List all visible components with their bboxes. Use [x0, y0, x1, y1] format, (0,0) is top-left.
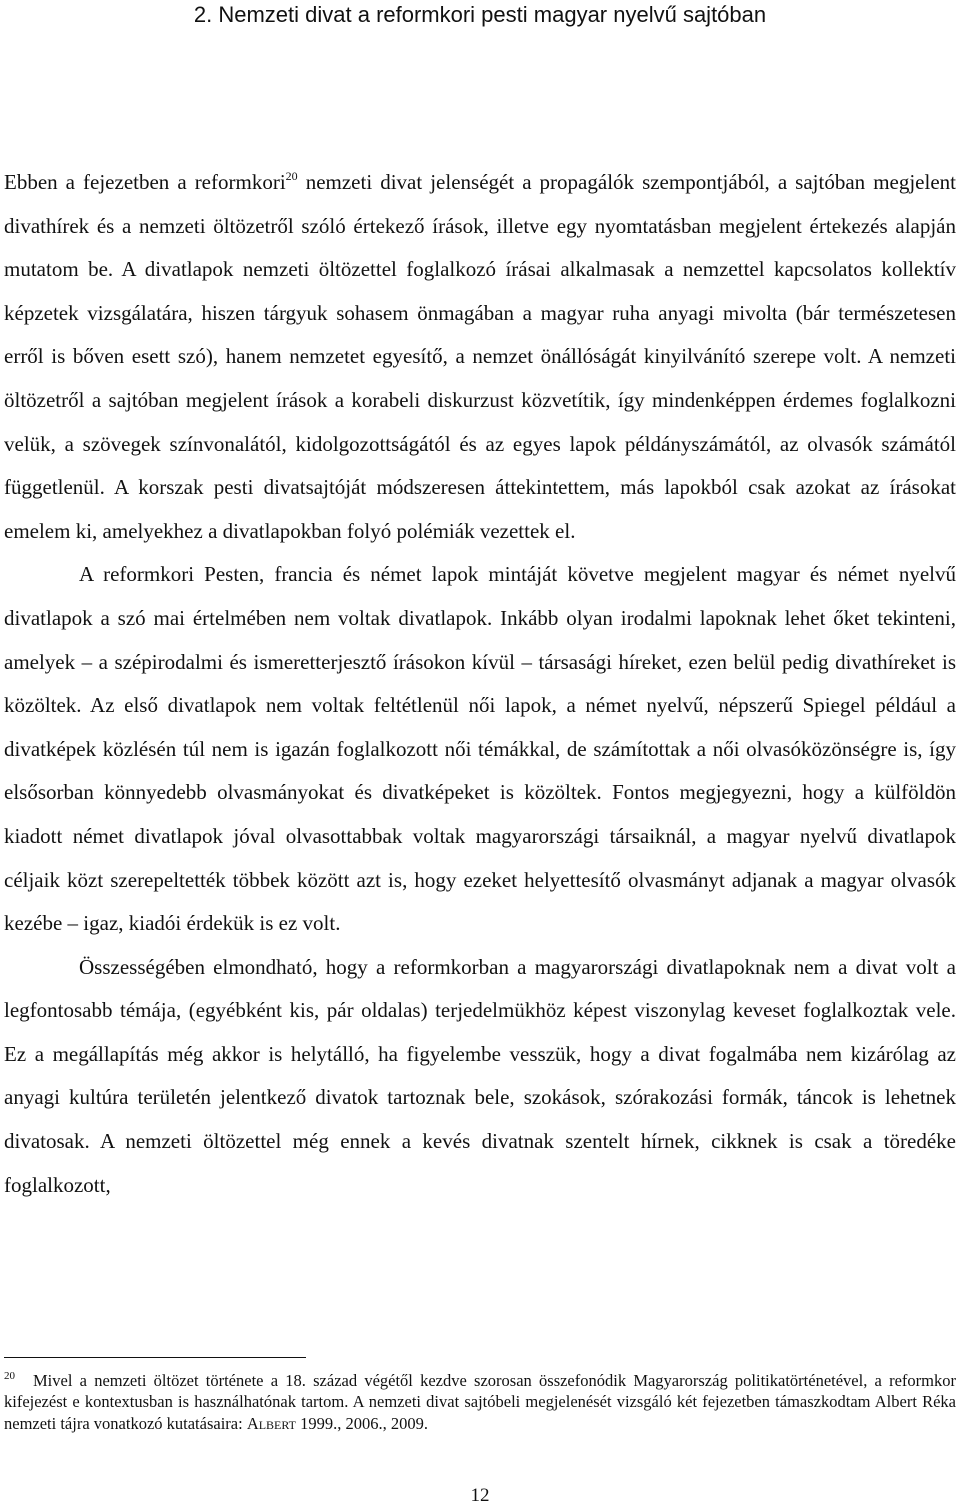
footnote-reference[interactable]: 20	[285, 169, 298, 183]
page-number: 12	[470, 1485, 490, 1506]
footnote-mark: 20	[4, 1370, 15, 1382]
paragraph-1	[4, 161, 956, 553]
footnote	[4, 1370, 956, 1434]
footnote-text: Mivel a nemzeti öltözet története a 18. század végétől kezdve szorosan összefonódik Magyarország politikatörténetével, a reformkor kifejezést e kontextusban is használhatónak tartom. A nemzeti divat sajtóbeli megjelenését vizsgáló két fejezetben támaszkodtam Albert Réka nemzeti tájra vonatkozó kutatásaira:	[4, 1371, 956, 1433]
paragraph-1-rest: nemzeti divat jelenségét a propagálók szempontjából, a sajtóban megjelent divathírek és a nemzeti öltözetről szóló értekező írások, illetve egy nyomtatásban megjelent értekezés alapján mutatom be. A divatlapok nemzeti öltözettel foglalkozó írásai alkalmasak a nemzettel kapcsolatos kollektív képzetek vizsgálatára, hiszen tárgyuk sohasem önmagában a magyar ruha anyagi mivolta (bár természetesen erről is bőven esett szó), hanem nemzetet egyesítő, a nemzet önállóságát kinyilvánító szerepe volt. A nemzeti öltözetről a sajtóban megjelent írások a korabeli diskurzust közvetítik, így mindenképpen érdemes foglalkozni velük, a szövegek színvonalától, kidolgozottságától és az egyes lapok példányszámától, az olvasók számától függetlenül. A korszak pesti divatsajtóját módszeresen áttekintettem, más lapokból csak azokat az írásokat emelem ki, amelyekhez a divatlapokban folyó polémiák vezettek el.	[4, 170, 956, 543]
footnote-author: Albert	[246, 1413, 297, 1433]
chapter-heading: 2. Nemzeti divat a reformkori pesti magyar nyelvű sajtóban	[193, 2, 767, 27]
paragraph-3: Összességében elmondható, hogy a reformkorban a magyarországi divatlapoknak nem a divat volt a legfontosabb témája, (egyébként kis, pár oldalas) terjedelmükhöz képest viszonylag keveset foglalkoztak vele. Ez a megállapítás még akkor is helytálló, ha figyelembe vesszük, hogy a divat fogalmába nem kizárólag az anyagi kultúra területén jelentkező divatok tartoznak bele, szokások, szórakozási formák, táncok is lehetnek divatosak. A nemzeti öltözettel még ennek a kevés divatnak szentelt hírnek, cikknek is csak a töredéke foglalkozott,	[4, 954, 956, 1197]
paragraph-1-start: Ebben a fejezetben a reformkori	[4, 170, 286, 194]
body-text	[4, 161, 956, 1207]
footnote-separator	[4, 1357, 306, 1358]
footnote-years: 1999., 2006., 2009.	[296, 1413, 429, 1433]
paragraph-2: A reformkori Pesten, francia és német lapok mintáját követve megjelent magyar és német nyelvű divatlapok a szó mai értelmében nem voltak divatlapok. Inkább olyan irodalmi lapoknak lehet őket tekinteni, amelyek – a szépirodalmi és ismeretterjesztő írásokon kívül – társasági híreket, ezen belül pedig divathíreket is közöltek. Az első divatlapok nem voltak feltétlenül női lapok, a német nyelvű, népszerű Spiegel például a divatképek közlésén túl nem is igazán foglalkozott női témákkal, de számítottak a női olvasóközönségre is, így elsősorban könnyedebb olvasmányokat és divatképeket is közöltek. Fontos megjegyezni, hogy a külföldön kiadott német divatlapok jóval olvasottabbak voltak magyarországi társaiknál, a magyar nyelvű divatlapok céljaik közt szerepeltették többek között azt is, hogy ezeket helyettesítő olvasmányt adjanak a magyar olvasók kezébe – igaz, kiadói érdekük is ez volt.	[4, 562, 956, 936]
